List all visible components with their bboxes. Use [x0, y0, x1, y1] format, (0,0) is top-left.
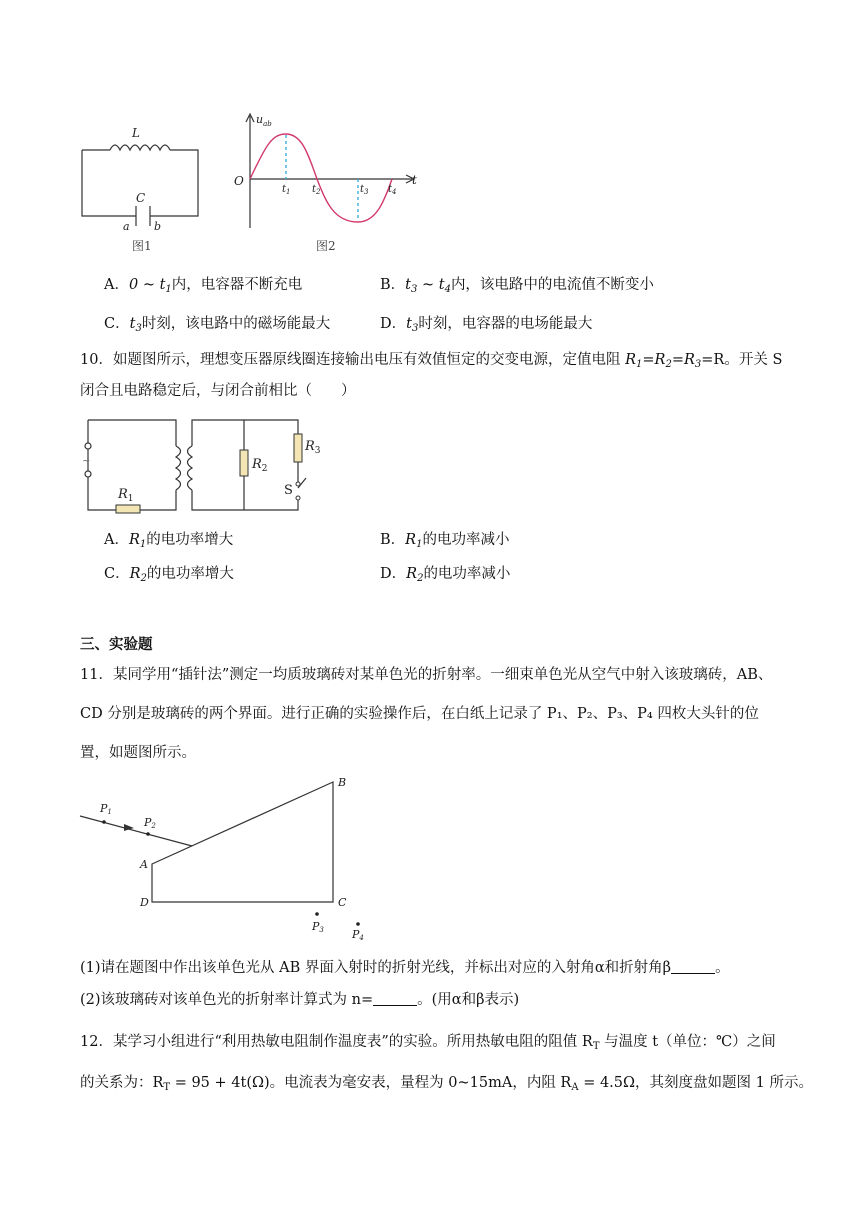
t-axis-label: t: [412, 173, 417, 187]
t3-label: $t_3$: [360, 184, 369, 196]
section-title: 三、实验题: [80, 637, 153, 653]
q12-stem-line2: 的关系为：$R_T = 95 + 4t(\Omega)$。电流表为毫安表，量程为 0~15mA，内阻 $R_A = 4.5\Omega$，其刻度盘如题图 1 所示。: [80, 1075, 813, 1093]
t2-label: $t_2$: [312, 184, 321, 196]
q9-figures: [70, 110, 510, 260]
ac-source-icon: ~: [82, 456, 91, 467]
vertex-d-label: D: [140, 896, 149, 909]
q11-stem-line2: CD 分别是玻璃砖的两个界面。进行正确的实验操作后，在白纸上记录了 P₁、P₂、P₃、P₄ 四枚大头针的位: [80, 706, 759, 722]
q10-stem-line2: 闭合且电路稳定后，与闭合前相比（ ）: [80, 383, 356, 399]
r2-resistor: [240, 450, 248, 476]
origin-label: O: [234, 174, 244, 188]
vertex-b-label: B: [338, 776, 347, 789]
sine-curve: [250, 134, 392, 222]
p3-label: P3: [312, 920, 324, 934]
t1-label: $t_1$: [282, 184, 291, 196]
inductor-label: L: [132, 126, 140, 140]
q9-option-b[interactable]: B．$t_3$ ~ $t_4$内，该电路中的电流值不断变小: [380, 277, 654, 295]
capacitor-label: C: [136, 191, 146, 205]
p1-label: P1: [100, 802, 112, 816]
q10-option-b[interactable]: B．$R_1$的电功率减小: [380, 532, 510, 550]
q10-stem-line1: 10．如题图所示，理想变压器原线圈连接输出电压有效值恒定的交变电源，定值电阻 $R_1=R_2=R_3=R$。开关 S: [80, 352, 783, 370]
r1-label: $R_1$: [118, 487, 134, 504]
uab-graph: [246, 114, 414, 228]
fig2-caption: 图2: [316, 239, 336, 253]
q12-stem-line1: 12．某学习小组进行“利用热敏电阻制作温度表”的实验。所用热敏电阻的阻值 $R_T$ 与温度 t（单位：℃）之间: [80, 1034, 776, 1052]
answer-blank-1[interactable]: [671, 959, 715, 974]
lc-circuit-diagram: [82, 145, 198, 226]
p4-label: P4: [352, 928, 364, 942]
vertex-c-label: C: [338, 896, 347, 909]
q9-option-c[interactable]: C．$t_3$时刻，该电路中的磁场能最大: [104, 316, 331, 334]
switch-label: S: [284, 483, 293, 498]
r2-label: $R_2$: [252, 457, 268, 474]
q11-sub2: (2)该玻璃砖对该单色光的折射率计算式为 n= 。(用α和β表示): [80, 992, 520, 1008]
transformer-circuit-diagram: [76, 412, 346, 522]
vertex-a-label: A: [140, 858, 148, 871]
glass-brick-diagram: [76, 772, 376, 947]
r3-label: $R_3$: [305, 439, 321, 456]
q11-stem-line1: 11．某同学用“插针法”测定一均质玻璃砖对某单色光的折射率。一细束单色光从空气中射入该玻璃砖，AB、: [80, 667, 773, 683]
fig1-caption: 图1: [132, 239, 152, 253]
p2-label: P2: [144, 816, 156, 830]
plate-a-label: a: [123, 220, 130, 233]
q10-option-c[interactable]: C．$R_2$的电功率增大: [104, 566, 234, 584]
uab-axis-label: $u_{ab}$: [256, 113, 272, 128]
q9-option-d[interactable]: D．$t_3$时刻，电容器的电场能最大: [380, 316, 593, 334]
r3-resistor: [294, 434, 302, 462]
q9-option-a[interactable]: A．0 ~ $t_1$内，电容器不断充电: [104, 277, 303, 295]
plate-b-label: b: [154, 220, 162, 233]
t4-label: $t_4$: [388, 184, 397, 196]
q10-option-d[interactable]: D．$R_2$的电功率减小: [380, 566, 511, 584]
q11-stem-line3: 置，如题图所示。: [80, 745, 196, 761]
q10-option-a[interactable]: A．$R_1$的电功率增大: [104, 532, 234, 550]
r1-resistor: [116, 505, 140, 513]
answer-blank-2[interactable]: [373, 991, 417, 1006]
q11-sub1: (1)请在题图中作出该单色光从 AB 界面入射时的折射光线，并标出对应的入射角α和折射角β 。: [80, 960, 730, 976]
